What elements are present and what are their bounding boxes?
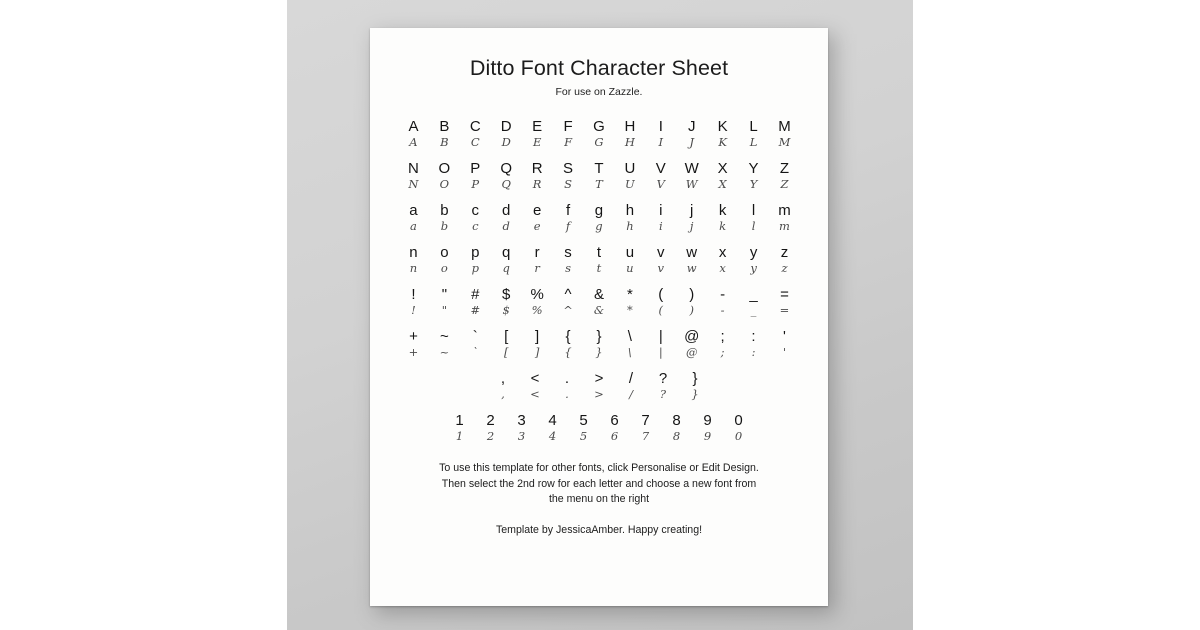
table-row [444, 412, 754, 429]
script-cell: H [624, 135, 635, 149]
char-table [487, 370, 711, 401]
script-cell: S [564, 177, 572, 191]
script-cell: E [532, 135, 542, 149]
char-cell: z [780, 244, 789, 261]
char-cell: ` [472, 328, 478, 345]
script-cell: V [656, 177, 665, 191]
instructions [398, 461, 800, 508]
instruction-line-2: Then select the 2nd row for each letter and choose a new font from [441, 477, 757, 490]
credit-line: Template by JessicaAmber. Happy creating! [495, 523, 703, 536]
char-cell: E [532, 118, 543, 135]
script-cell: 8 [672, 429, 681, 443]
script-cell: { [564, 345, 572, 359]
script-cell: [ [503, 345, 509, 359]
char-cell: m [778, 202, 791, 219]
table-row [398, 118, 800, 135]
script-cell: | [658, 345, 663, 359]
char-cell: l [751, 202, 756, 219]
char-table [398, 202, 800, 233]
script-cell: C [470, 135, 480, 149]
char-cell: U [624, 160, 636, 177]
script-cell: p [471, 261, 479, 275]
script-cell: o [440, 261, 448, 275]
char-cell: + [409, 328, 418, 345]
char-cell: 9 [703, 412, 712, 429]
script-cell: e [533, 219, 541, 233]
script-cell: n [409, 261, 418, 275]
script-cell: } [595, 345, 603, 359]
char-cell: ! [411, 286, 416, 303]
char-cell: : [751, 328, 756, 345]
script-cell: k [719, 219, 727, 233]
char-cell: e [532, 202, 542, 219]
char-cell: 1 [455, 412, 464, 429]
script-cell: # [470, 303, 481, 317]
table-row-script [398, 177, 800, 191]
char-cell: h [625, 202, 635, 219]
script-cell: R [532, 177, 542, 191]
table-row-script [398, 261, 800, 275]
char-cell: H [624, 118, 636, 135]
script-cell: w [686, 261, 697, 275]
row-uppercase-a-m [398, 118, 800, 149]
script-cell: M [778, 135, 791, 149]
script-cell: / [629, 387, 633, 401]
table-row-script [487, 387, 711, 401]
script-cell: + [408, 345, 419, 359]
char-cell: G [593, 118, 605, 135]
char-cell: S [563, 160, 574, 177]
row-lowercase-a-m [398, 202, 800, 233]
char-table [398, 118, 800, 149]
script-cell: I [658, 135, 664, 149]
char-cell: ' [783, 328, 786, 345]
char-cell: r [534, 244, 540, 261]
script-cell: Q [501, 177, 511, 191]
script-cell: d [502, 219, 510, 233]
script-cell: * [627, 303, 633, 317]
script-cell: O [439, 177, 450, 191]
char-cell: N [408, 160, 419, 177]
char-cell: s [564, 244, 572, 261]
char-cell: 0 [734, 412, 743, 429]
script-cell: ) [689, 303, 694, 317]
char-cell: w [686, 244, 698, 261]
script-cell: g [595, 219, 603, 233]
char-cell: q [502, 244, 511, 261]
char-cell: k [718, 202, 727, 219]
char-cell: ] [535, 328, 540, 345]
script-cell: t [596, 261, 602, 275]
script-cell: u [626, 261, 634, 275]
char-cell: \ [627, 328, 632, 345]
script-cell: T [595, 177, 603, 191]
char-cell: M [778, 118, 791, 135]
char-cell: 5 [579, 412, 588, 429]
script-cell: K [718, 135, 727, 149]
char-cell: i [659, 202, 663, 219]
char-cell: L [749, 118, 758, 135]
char-table [444, 412, 754, 443]
char-cell: o [440, 244, 449, 261]
char-cell: J [687, 118, 696, 135]
poster-content [370, 28, 828, 606]
char-cell: } [692, 370, 698, 387]
char-cell: * [626, 286, 633, 303]
script-cell: i [658, 219, 663, 233]
script-cell: 7 [641, 429, 650, 443]
char-cell: X [717, 160, 728, 177]
script-cell: q [502, 261, 510, 275]
char-cell: Z [779, 160, 790, 177]
script-cell: G [594, 135, 604, 149]
script-cell: U [625, 177, 635, 191]
char-cell: c [471, 202, 480, 219]
row-symbols-3 [398, 370, 800, 401]
char-cell: C [469, 118, 481, 135]
row-numbers [398, 412, 800, 443]
script-cell: N [408, 177, 419, 191]
script-cell: h [626, 219, 634, 233]
char-cell: v [657, 244, 665, 261]
script-cell: ? [659, 387, 667, 401]
script-cell: 0 [734, 429, 743, 443]
char-cell: D [500, 118, 512, 135]
script-cell: ~ [439, 345, 450, 359]
page-title: Ditto Font Character Sheet [469, 56, 729, 80]
char-cell: O [438, 160, 451, 177]
poster[interactable] [370, 28, 828, 606]
script-cell: 2 [486, 429, 495, 443]
script-cell: P [471, 177, 480, 191]
char-cell: I [658, 118, 663, 135]
script-cell: B [440, 135, 449, 149]
char-cell: 4 [548, 412, 557, 429]
script-cell: _ [750, 303, 757, 317]
script-cell: L [749, 135, 758, 149]
script-cell: , [501, 387, 505, 401]
character-sheet [398, 118, 800, 443]
script-cell: b [440, 219, 449, 233]
table-row [398, 244, 800, 261]
char-cell: ; [720, 328, 725, 345]
script-cell: ; [720, 345, 725, 359]
instruction-line-3: the menu on the right [548, 493, 650, 505]
script-cell: c [472, 219, 479, 233]
instruction-line-1: To use this template for other fonts, click Personalise or Edit Design. [439, 462, 759, 474]
char-table [398, 160, 800, 191]
script-cell: l [751, 219, 756, 233]
script-cell: 9 [703, 429, 712, 443]
char-cell: Q [500, 160, 513, 177]
char-cell: f [565, 202, 571, 219]
table-row-script [398, 303, 800, 317]
char-cell: p [471, 244, 480, 261]
char-cell: t [596, 244, 602, 261]
char-table [398, 286, 800, 317]
script-cell: % [531, 303, 543, 317]
row-lowercase-n-z [398, 244, 800, 275]
char-cell: g [594, 202, 604, 219]
script-cell: x [719, 261, 726, 275]
char-cell: { [565, 328, 571, 345]
script-cell: a [410, 219, 417, 233]
script-cell: y [750, 261, 757, 275]
char-cell: ) [689, 286, 695, 303]
char-table [398, 244, 800, 275]
script-cell: F [564, 135, 573, 149]
script-cell: = [779, 303, 790, 317]
script-cell: 6 [610, 429, 619, 443]
char-cell: } [596, 328, 602, 345]
script-cell: 3 [517, 429, 526, 443]
char-cell: F [563, 118, 573, 135]
script-cell: r [534, 261, 540, 275]
script-cell: 5 [579, 429, 588, 443]
char-table [398, 328, 800, 359]
char-cell: - [720, 286, 726, 303]
char-cell: 3 [517, 412, 526, 429]
char-cell: T [594, 160, 604, 177]
script-cell: Y [749, 177, 758, 191]
char-cell: | [658, 328, 663, 345]
char-cell: / [628, 370, 634, 387]
row-symbols-1 [398, 286, 800, 317]
char-cell: & [593, 286, 604, 303]
table-row-script [444, 429, 754, 443]
char-cell: 2 [486, 412, 495, 429]
char-cell: ~ [440, 328, 449, 345]
script-cell: J [689, 135, 695, 149]
script-cell: ' [782, 345, 787, 359]
table-row-script [398, 219, 800, 233]
script-cell: 1 [455, 429, 464, 443]
char-cell: @ [684, 328, 700, 345]
char-cell: # [471, 286, 480, 303]
script-cell: D [501, 135, 511, 149]
char-cell: n [409, 244, 418, 261]
char-cell: R [531, 160, 543, 177]
row-symbols-2 [398, 328, 800, 359]
script-cell: - [720, 303, 725, 317]
script-cell: " [441, 303, 447, 317]
char-cell: y [749, 244, 758, 261]
script-cell: . [565, 387, 569, 401]
table-row-script [398, 345, 800, 359]
script-cell: @ [685, 345, 698, 359]
char-cell: A [408, 118, 419, 135]
char-cell: ^ [564, 286, 572, 303]
script-cell: ( [658, 303, 664, 317]
table-row-script [398, 135, 800, 149]
char-cell: > [594, 370, 604, 387]
script-cell: < [530, 387, 540, 401]
char-cell: 8 [672, 412, 681, 429]
script-cell: m [779, 219, 790, 233]
char-cell: % [530, 286, 544, 303]
script-cell: ` [472, 345, 479, 359]
char-cell: 7 [641, 412, 650, 429]
script-cell: ] [534, 345, 540, 359]
table-row [398, 328, 800, 345]
table-row [398, 286, 800, 303]
char-cell: d [502, 202, 511, 219]
script-cell: f [565, 219, 571, 233]
char-cell: , [500, 370, 506, 387]
script-cell: X [718, 177, 727, 191]
page-subtitle: For use on Zazzle. [555, 86, 643, 98]
script-cell: \ [627, 345, 632, 359]
script-cell: Z [780, 177, 789, 191]
char-cell: j [690, 202, 694, 219]
char-cell: Y [748, 160, 759, 177]
char-cell: K [717, 118, 728, 135]
char-cell: P [470, 160, 481, 177]
char-cell: ( [658, 286, 664, 303]
char-cell: x [718, 244, 727, 261]
char-cell: b [440, 202, 449, 219]
script-cell: 4 [548, 429, 557, 443]
char-cell: = [780, 286, 789, 303]
script-cell: W [685, 177, 698, 191]
char-cell: ? [658, 370, 668, 387]
script-cell: : [751, 345, 756, 359]
char-cell: [ [504, 328, 509, 345]
script-cell: z [781, 261, 788, 275]
script-cell: v [657, 261, 665, 275]
table-row [487, 370, 711, 387]
char-cell: < [530, 370, 540, 387]
row-uppercase-n-z [398, 160, 800, 191]
table-row [398, 202, 800, 219]
char-cell: $ [502, 286, 511, 303]
char-cell: " [441, 286, 448, 303]
char-cell: V [655, 160, 666, 177]
script-cell: j [689, 219, 694, 233]
script-cell: ^ [563, 303, 573, 317]
script-cell: ! [411, 303, 416, 317]
char-cell: a [409, 202, 418, 219]
char-cell: _ [749, 286, 758, 303]
script-cell: s [565, 261, 571, 275]
char-cell: W [684, 160, 699, 177]
script-cell: } [691, 387, 699, 401]
char-cell: u [625, 244, 635, 261]
table-row [398, 160, 800, 177]
script-cell: > [594, 387, 604, 401]
script-cell: & [593, 303, 605, 317]
script-cell: A [409, 135, 418, 149]
char-cell: B [439, 118, 450, 135]
script-cell: $ [502, 303, 510, 317]
char-cell: 6 [610, 412, 619, 429]
char-cell: . [564, 370, 570, 387]
